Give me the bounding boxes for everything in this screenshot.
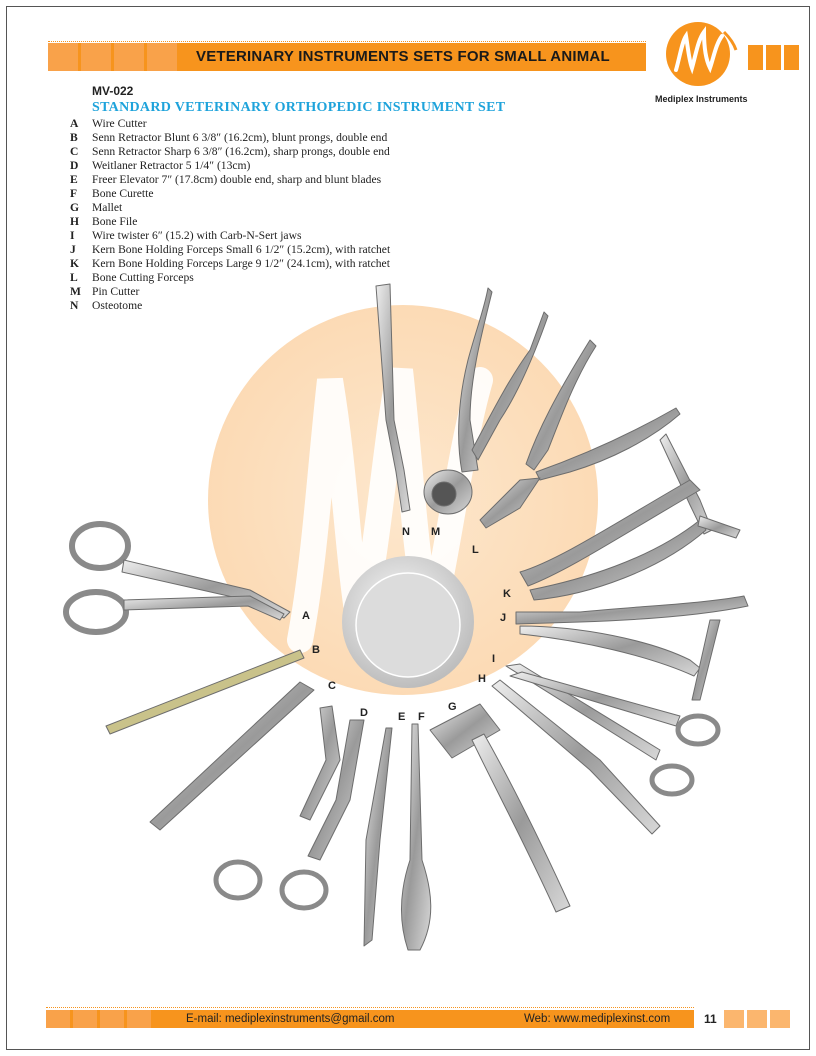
set-title: STANDARD VETERINARY ORTHOPEDIC INSTRUMENT SET [92, 100, 506, 115]
figure-label-f: F [418, 711, 425, 723]
bone-curette-image [401, 724, 430, 950]
figure-label-a: A [302, 610, 310, 622]
list-item: B Senn Retractor Blunt 6 3/8″ (16.2cm), blunt prongs, double end [70, 131, 388, 144]
footer-website[interactable]: Web: www.mediplexinst.com [524, 1013, 671, 1025]
header-right-blocks [748, 45, 799, 70]
footer-dotted-line [46, 1007, 694, 1008]
instrument-photo [0, 280, 816, 970]
freer-elevator-image [364, 728, 392, 946]
brand-name: Mediplex Instruments [655, 94, 748, 104]
list-item: H Bone File [70, 215, 138, 228]
figure-label-g: G [448, 701, 457, 713]
footer-email[interactable]: E-mail: mediplexinstruments@gmail.com [186, 1013, 395, 1025]
brand-logo [656, 18, 744, 88]
list-item: N Osteotome [70, 299, 143, 312]
list-item: L Bone Cutting Forceps [70, 271, 194, 284]
figure-label-j: J [500, 612, 507, 624]
header-title: VETERINARY INSTRUMENTS SETS FOR SMALL ANIMAL [196, 48, 610, 65]
figure-label-i: I [492, 653, 496, 665]
figure-label-l: L [472, 544, 479, 556]
figure-label-b: B [312, 644, 320, 656]
list-item: M Pin Cutter [70, 285, 140, 298]
footer-right-blocks [724, 1010, 790, 1028]
figure-label-m: M [431, 526, 441, 538]
list-item: K Kern Bone Holding Forceps Large 9 1/2″ (24.1cm), with ratchet [70, 257, 390, 270]
weitlaner-retractor-image [216, 706, 364, 908]
list-item: F Bone Curette [70, 187, 154, 200]
set-code: MV-022 [92, 84, 134, 98]
list-item: A Wire Cutter [70, 117, 147, 130]
list-item: E Freer Elevator 7″ (17.8cm) double end, sharp and blunt blades [70, 173, 382, 186]
center-disc [342, 556, 474, 688]
figure-label-n: N [402, 526, 410, 538]
list-item: D Weitlaner Retractor 5 1/4″ (13cm) [70, 159, 251, 172]
footer-left-blocks [46, 1010, 151, 1028]
header-blocks [48, 43, 180, 71]
figure-label-k: K [503, 588, 511, 600]
header-dotted-line [48, 41, 646, 42]
list-item: G Mallet [70, 201, 123, 214]
list-item: I Wire twister 6″ (15.2) with Carb-N-Sert jaws [70, 229, 302, 242]
list-item: C Senn Retractor Sharp 6 3/8″ (16.2cm), sharp prongs, double end [70, 145, 390, 158]
figure-label-d: D [360, 707, 368, 719]
figure-label-e: E [398, 711, 406, 723]
figure-label-h: H [478, 673, 486, 685]
list-item: J Kern Bone Holding Forceps Small 6 1/2″ (15.2cm), with ratchet [70, 243, 391, 256]
figure-label-c: C [328, 680, 336, 692]
page-number: 11 [704, 1012, 717, 1026]
